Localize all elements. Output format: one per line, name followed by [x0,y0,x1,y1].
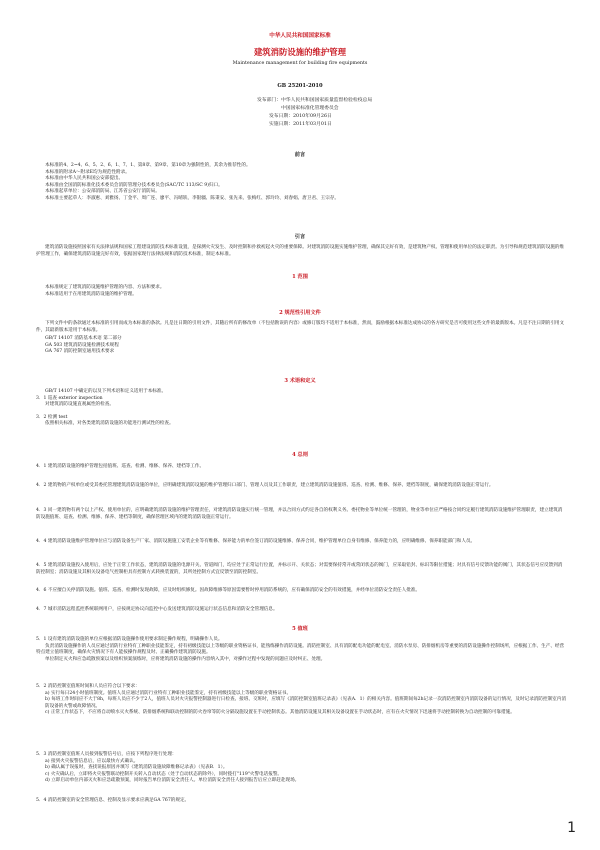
meta-release-date: 发布日期：2010年09月26日 [269,114,332,119]
term-1-definition: 对建筑消防设施直观属性的检查。 [45,402,114,408]
standard-code: GB 25201-2010 [277,83,323,89]
clause-4-3: 4．3 同一建筑物有两个以上产权、使用单位的，应明确建筑消防设施的维护管理责任，对建筑消防设施实行统一管理，并以合同方式约定各自的权利义务。委托物业等单位统一管理的，物业等单位应严格按合同约定履行建筑消防设施维护管理职责，建立建筑消防设施值班、巡查、检测、维修、保养、建档等制度，确保管理区域内的建筑消防设施正常运行。 [36,508,563,520]
document-title-en: Maintenance management for building fire equipments [232,61,368,66]
meta-co-issuer: 中国国家标准化管理委员会 [281,106,339,111]
reference-item: GB/T 14107 消防基本术语 第二部分 [45,336,122,341]
clause-5-3-item: a) 接到火灾报警信息后，应以最快方式确认。 [45,758,139,764]
clause-5-2-item: b) 每班工作时间应不大于8h，每班人员应不少于2人，值班人员对火灾报警控制器进行日检查、接班、交班时，应填写《消防控制室值班记录表》（见表A．1）的相关内容。值班期间每2h记录一次消防控制室内消防设备的运行情况，及时记录消防控制室内消防设备的火警或故障情况。 [45,697,566,709]
clause-4-7: 4．7 城市消防远程监控系统联网用户，应按规定协议向监控中心发送建筑消防设施运行状态信息和消防安全管理信息。 [36,607,278,612]
clause-5-3-item: d) 立即启动单位内部灭火和应急疏散预案，同时报告单位消防安全责任人。单位消防安全责任人接到报告后应立即赶赴现场。 [45,778,300,784]
meta-effective-date: 实施日期：2011年03月01日 [269,122,332,127]
intro-heading: 引言 [294,234,306,240]
foreword-line: 本标准的附录A～附录E均为规范性附录。 [45,169,130,175]
clause-5-4: 5．4 消防控制室的安全管理信息、控制及显示要求应满足GA 767的规定。 [36,798,190,803]
section-5-heading: 5 值班 [292,626,308,632]
clause-5-1 [36,637,566,663]
foreword-line: 本标准由全国消防标准化技术委员会消防管理分技术委员会(SAC/TC 113/SC 9)归口。 [45,182,223,188]
term-2-definition: 依照相关标准，对各类建筑消防设施的功能进行测试性的检查。 [45,421,174,427]
foreword-body [36,163,575,203]
intro-text: 建筑消防设施按照国家有关法律法规和国家工程建设消防技术标准设置，是探测火灾发生、及时控制和扑救初起火灾的重要保障。对建筑消防设施实施维护管理，确保其完好有效，是建筑物产权、管理和使用单位的法定职责。为引导和规范建筑消防设施的维护管理工作，确保建筑消防设施完好有效，依据国家现行法律法规和消防技术标准，制定本标准。 [36,245,565,257]
section-4-heading: 4 总则 [292,452,308,458]
foreword-heading: 前言 [294,152,306,158]
clause-4-4: 4．4 建筑消防设施维护管理单位应与消防设备生产厂家、消防设施施工安装企业等有维修、保养能力的单位签订消防设施维修、保养合同，维护管理单位自身有维修、保养能力的，应明确维修、保养职能部门和人员。 [36,539,476,544]
section-3-heading: 3 术语和定义 [284,378,316,384]
reference-item: GA 767 消防控制室通用技术要求 [45,349,115,355]
clause-5-2-title: 5．2 消防控制室值班时间和人员应符合以下要求： [36,684,140,689]
section-2-text: 下列文件中的条款通过本标准的引用而成为本标准的条款。凡是注日期的引用文件，其随后所有的修改单（不包括勘误的内容）或修订版均不适用于本标准，然而，鼓励根据本标准达成协议的各方研究是否可使用这些文件的最新版本。凡是不注日期的引用文件，其最新版本适用于本标准。 [36,321,565,333]
clause-4-5: 4．5 建筑消防设施投入使用后，应处于正常工作状态，建筑消防设施的电源开关、管道阀门，均应处于正常运行位置，并标示开、关状态；对需要保持常开或常闭状态的阀门，应采取铅封、标识等限位措施；对具有信号反馈功能的阀门，其状态信号应反馈到消防控制室；消防设施及其相关设备电气控制柜具有控制方式转换装置的，其所处控制方式宜反馈至消防控制室。 [36,563,563,575]
section-1-body [36,285,575,298]
clause-5-2-item: a) 实行每日24小时值班制度。值班人员应通过消防行业特有工种职业技能鉴定，持有初级技能以上等级的职业资格证书。 [45,690,292,696]
clause-5-3-item: c) 火灾确认后，立即将火灾报警联动控制开关转入自动状态（处于自动状态的除外），同时拨打"119"火警电话报警。 [45,771,283,777]
clause-4-6: 4．6 不应擅自关停消防设施。值班、巡查、检测时发现故障，应及时组织修复。因故障维修等原因需要暂时停用消防系统的，应有确保消防安全的有效措施，并经单位消防安全责任人批准。 [36,588,421,593]
section-3-body [36,389,566,428]
clause-4-2: 4．2 建筑物的产权单位或受其委托管理建筑消防设施的单位，应明确建筑消防设施的维护管理归口部门、管理人员及其工作职责，建立建筑消防设施值班、巡查、检测、维修、保养、建档等制度，确保建筑消防设施正常运行。 [36,483,494,488]
term-2-title: 3．2 检测 test [36,414,68,420]
page-number: 1 [567,820,576,836]
clause-5-1-text: 单位制定灭火和应急疏散预案以及组织预案演练时，应将建筑消防设施的操作内容纳入其中，对操作过程中发现的问题应及时纠正、处理。 [45,656,326,662]
clause-5-3-item: b) 确认属于误报时，查找误报原因并填写《建筑消防设施故障维修记录表》（见表B．1）。 [45,765,228,771]
clause-5-1-text: 负责消防设施操作的人员应通过消防行业特有工种职业技能鉴定，持有初级技能以上等级的职业资格证书，能熟练操作消防设施。消防控制室、具有消防配电功能的配电室、消防水泵房、防排烟机房等重要的消防设施操作控制场所，应根据工作、生产、经营特点建立值班制度，确保火灾情况下有人能按操作规程及时、正确操作建筑消防设施。 [36,643,565,656]
section-1-heading: 1 范围 [292,274,308,280]
reference-item: GA 503 建筑消防设施检测技术规程 [45,342,119,348]
term-1-title: 3．1 巡查 exterior inspection [36,395,103,401]
document-title: 建筑消防设施的维护管理 [253,47,347,57]
clause-5-1-text: 5．1 设有建筑消防设施的单位应根据消防设施操作使用要求制定操作规程，明确操作人员。 [36,637,223,642]
meta-issuer: 发布部门：中华人民共和国国家质量监督检验检疫总局 [257,98,373,103]
document-meta [257,97,577,129]
publisher: 中华人民共和国国家标准 [269,33,331,39]
foreword-line: 本标准由中华人民共和国公安部提出。 [45,176,124,182]
section-2-heading: 2 规范性引用文件 [279,310,321,316]
clause-5-2-item: c) 正常工作状态下，不应将自动喷水灭火系统、防排烟系统和联动控制的防火卷帘等防火分隔设施设置在手动控制状态。其他消防设施及其相关设备设置在手动状态时，应有在火灾情况下迅速将手动控制转换为自动控制的可靠措施。 [45,710,515,716]
foreword-line: 本标准主要起草人：李淑惠、刘雅扬、丁金平、周广连、廖平、冯晴轶、李银疆、陈秉安、张先来、张梅红、郭玲玲、刘春娟、唐卫君、王宗存。 [45,195,340,201]
clause-5-2 [36,684,566,717]
section-1-line: 本标准规定了建筑消防设施维护管理的内容、方法和要求。 [45,285,165,290]
foreword-line: 本标准的4、2~4、6、5、2、6、1、7、1、第8章、第9章、第10章为强制性的，其余为推荐性的。 [45,163,251,168]
section-1-line: 本标准适用于在用建筑消防设施的维护管理。 [45,291,137,297]
clause-5-3 [36,752,566,785]
reference-list [36,336,575,356]
foreword-line: 本标准起草单位：公安部消防局、江苏省公安厅消防局。 [45,189,160,195]
clause-5-3-title: 5．3 消防控制室值班人员接到报警信号后，应按下列程序进行处理： [36,752,177,757]
clause-4-1: 4．1 建筑消防设施的维护管理包括值班、巡查、检测、维修、保养、建档等工作。 [36,464,205,469]
section-3-line: GB/T 14107 中确定的以及下列术语和定义适用于本标准。 [45,389,167,394]
